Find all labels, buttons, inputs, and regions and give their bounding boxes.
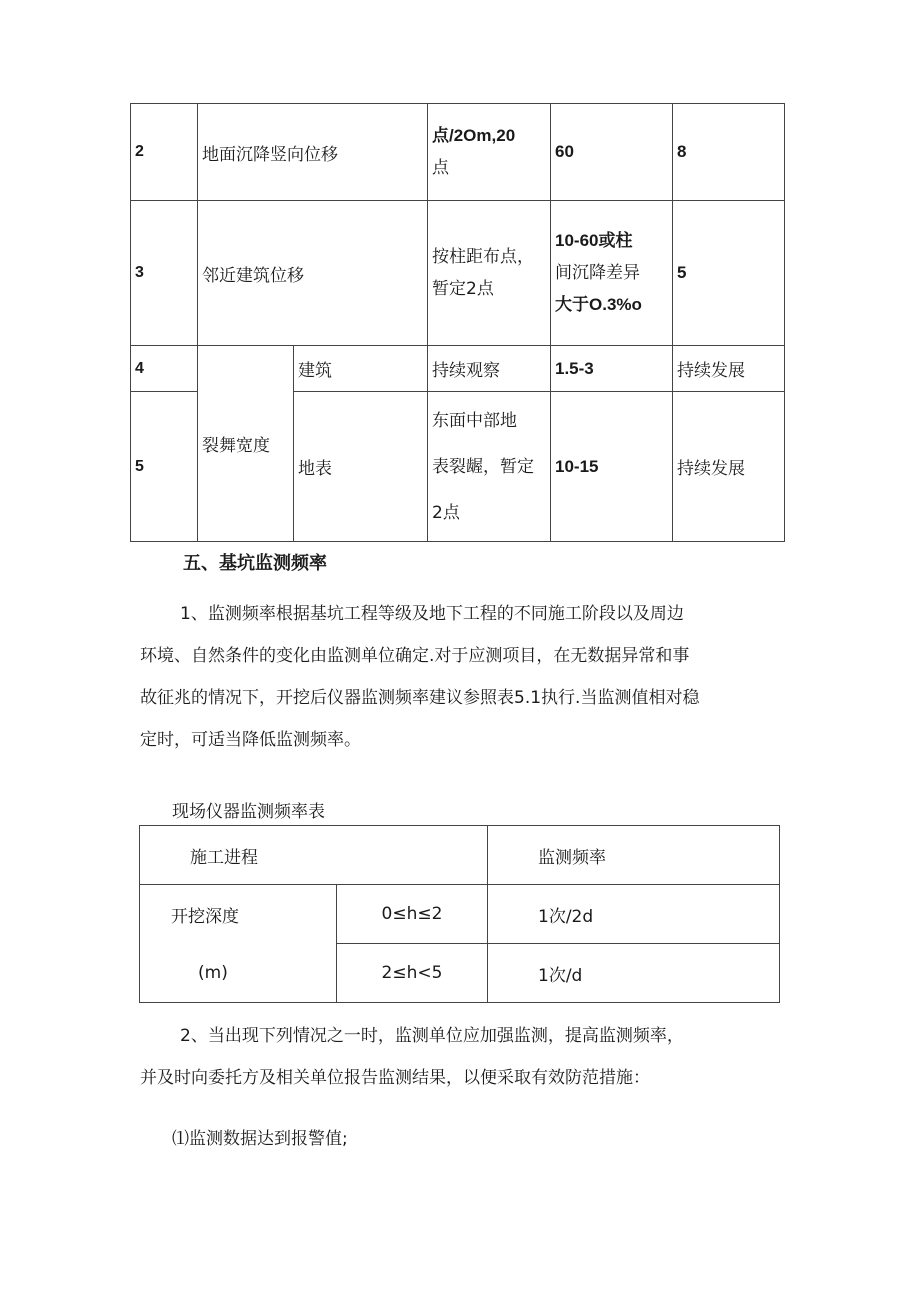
depth-range: 2≤h<5 — [337, 944, 488, 1003]
paragraph-frequency — [140, 593, 780, 761]
table-row — [131, 104, 785, 201]
depth-label: 开挖深度 — [140, 885, 337, 944]
threshold-value: 1.5-3 — [551, 346, 673, 392]
paragraph-line: 2、当出现下列情况之一时，监测单位应加强监测，提高监测频率， — [180, 1026, 684, 1046]
threshold-value — [551, 201, 673, 346]
point-layout — [428, 392, 551, 542]
point-line: 2点 — [432, 502, 460, 523]
paragraph-line: 定时，可适当降低监测频率。 — [140, 730, 361, 750]
point-layout: 持续观察 — [428, 346, 551, 392]
table-row — [131, 346, 785, 392]
paragraph-line: 环境、自然条件的变化由监测单位确定.对于应测项目，在无数据异常和事 — [140, 646, 690, 666]
row-number: 2 — [131, 104, 198, 201]
value-line: 10-60或柱 — [555, 231, 633, 250]
point-line: 表裂龌，暂定 — [432, 456, 534, 477]
depth-unit: (m) — [140, 944, 337, 1003]
monitoring-items-table — [130, 103, 785, 542]
condition-item: ⑴监测数据达到报警值; — [172, 1129, 348, 1149]
row-number: 4 — [131, 346, 198, 392]
threshold-value: 10-15 — [551, 392, 673, 542]
table-row — [131, 201, 785, 346]
depth-range: 0≤h≤2 — [337, 885, 488, 944]
frequency-value: 1次/2d — [488, 885, 780, 944]
rate-value: 持续发展 — [673, 346, 785, 392]
point-line: 暂定2点 — [432, 279, 494, 299]
header-stage: 施工进程 — [140, 826, 488, 885]
table-row — [140, 944, 780, 1003]
threshold-value: 60 — [551, 104, 673, 201]
paragraph-line: 故征兆的情况下，开挖后仪器监测频率建议参照表5.1执行.当监测值相对稳 — [140, 688, 700, 708]
frequency-value: 1次/d — [488, 944, 780, 1003]
sub-item: 建筑 — [294, 346, 428, 392]
item-name: 地面沉降竖向位移 — [198, 104, 428, 201]
point-line: 点/2Om,20 — [432, 126, 516, 145]
paragraph-line: 1、监测频率根据基坑工程等级及地下工程的不同施工阶段以及周边 — [180, 604, 684, 624]
rate-value: 5 — [673, 201, 785, 346]
row-number: 5 — [131, 392, 198, 542]
point-layout — [428, 201, 551, 346]
point-line: 点 — [432, 158, 449, 178]
table-header-row — [140, 826, 780, 885]
group-label: 裂舞宽度 — [198, 346, 294, 542]
value-line: 大于O.3%o — [555, 295, 642, 314]
paragraph-line: 并及时向委托方及相关单位报告监测结果，以便采取有效防范措施： — [140, 1068, 650, 1088]
frequency-table — [139, 825, 780, 1003]
header-frequency: 监测频率 — [488, 826, 780, 885]
item-name: 邻近建筑位移 — [198, 201, 428, 346]
row-number: 3 — [131, 201, 198, 346]
table-caption: 现场仪器监测频率表 — [172, 802, 325, 822]
point-line: 按柱距布点， — [432, 247, 534, 267]
rate-value: 8 — [673, 104, 785, 201]
point-layout — [428, 104, 551, 201]
point-line: 东面中部地 — [432, 410, 517, 431]
section-heading: 五、基坑监测频率 — [183, 553, 327, 574]
value-line: 间沉降差异 — [555, 263, 640, 282]
table-row — [140, 885, 780, 944]
rate-value: 持续发展 — [673, 392, 785, 542]
sub-item: 地表 — [294, 392, 428, 542]
paragraph-conditions — [140, 1015, 780, 1099]
